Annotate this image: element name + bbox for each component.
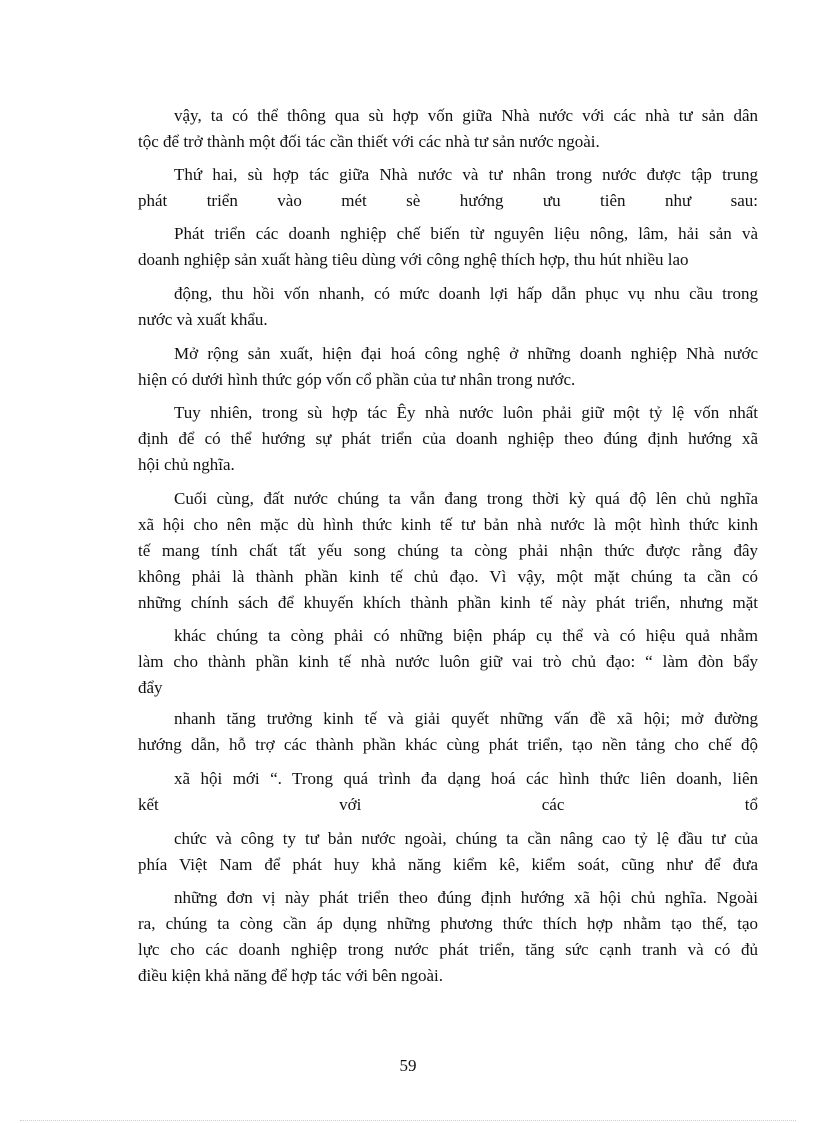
page-bottom-divider xyxy=(20,1120,796,1121)
paragraph-line: Thứ hai, sù hợp tác giữa Nhà nước và tư nhân trong nước được tập trung xyxy=(174,165,758,184)
paragraph-line: lực cho các doanh nghiệp trong nước phát triển, tăng sức cạnh tranh và có đủ xyxy=(138,940,758,959)
paragraph-line: đẩy xyxy=(138,678,163,697)
paragraph-line: khác chúng ta còng phải có những biện pháp cụ thể và có hiệu quả nhằm xyxy=(174,626,758,645)
paragraph-line: tộc để trở thành một đối tác cần thiết với các nhà tư sản nước ngoài. xyxy=(138,132,600,151)
paragraph-line: chức và công ty tư bản nước ngoài, chúng ta cần nâng cao tỷ lệ đầu tư của xyxy=(174,829,758,848)
paragraph xyxy=(138,162,758,214)
paragraph-line: xã hội mới “. Trong quá trình đa dạng hoá các hình thức liên doanh, liên xyxy=(174,769,758,788)
paragraph-line: phát triển vào mét sè hướng ưu tiên như sau: xyxy=(138,191,758,210)
paragraph-line: xã hội cho nên mặc dù hình thức kinh tế tư bản nhà nước là một hình thức kinh xyxy=(138,515,758,534)
paragraph-line: điều kiện khả năng để hợp tác với bên ngoài. xyxy=(138,966,444,985)
paragraph-line: hướng dẫn, hỗ trợ các thành phần khác cùng phát triển, tạo nền tảng cho chế độ xyxy=(138,735,758,754)
paragraph xyxy=(138,826,758,878)
paragraph-line: vậy, ta có thể thông qua sù hợp vốn giữa Nhà nước với các nhà tư sản dân xyxy=(174,106,758,125)
page-number: 59 xyxy=(399,1056,417,1075)
paragraph xyxy=(138,103,758,155)
paragraph-line: nước và xuất khẩu. xyxy=(138,310,268,329)
paragraph-line: những đơn vị này phát triển theo đúng định hướng xã hội chủ nghĩa. Ngoài xyxy=(174,888,758,907)
paragraph-line: Cuối cùng, đất nước chúng ta vẫn đang trong thời kỳ quá độ lên chủ nghĩa xyxy=(174,489,758,508)
paragraph xyxy=(138,221,758,273)
paragraph-line: Phát triển các doanh nghiệp chế biến từ nguyên liệu nông, lâm, hải sản và xyxy=(174,224,758,243)
paragraph-line: kết với các tổ xyxy=(138,795,758,814)
paragraph xyxy=(138,486,758,616)
paragraph xyxy=(138,706,758,758)
paragraph-line: làm cho thành phần kinh tế nhà nước luôn giữ vai trò chủ đạo: “ làm đòn bẩy xyxy=(138,652,758,671)
paragraph xyxy=(138,341,758,393)
paragraph-line: động, thu hồi vốn nhanh, có mức doanh lợi hấp dẫn phục vụ nhu cầu trong xyxy=(174,284,758,303)
paragraph xyxy=(138,766,758,818)
paragraph-line: ra, chúng ta còng cần áp dụng những phương thức thích hợp nhằm tạo thế, tạo xyxy=(138,914,758,933)
paragraph-line: không phải là thành phần kinh tế chủ đạo. Vì vậy, một mặt chúng ta cần có xyxy=(138,567,758,586)
paragraph-line: phía Việt Nam để phát huy khả năng kiểm kê, kiểm soát, cũng như để đưa xyxy=(138,855,758,874)
paragraph xyxy=(138,885,758,989)
paragraph-line: hiện có dưới hình thức góp vốn cổ phần của tư nhân trong nước. xyxy=(138,370,576,389)
paragraph-line: Tuy nhiên, trong sù hợp tác Êy nhà nước luôn phải giữ một tỷ lệ vốn nhất xyxy=(174,403,758,422)
paragraph-line: tế mang tính chất tất yếu song chúng ta còng phải nhận thức được rằng đây xyxy=(138,541,758,560)
paragraph-line: định để có thể hướng sự phát triển của doanh nghiệp theo đúng định hướng xã xyxy=(138,429,758,448)
paragraph xyxy=(138,623,758,701)
paragraph-line: nhanh tăng trưởng kinh tế và giải quyết những vấn đề xã hội; mở đường xyxy=(174,709,758,728)
paragraph-line: doanh nghiệp sản xuất hàng tiêu dùng với công nghệ thích hợp, thu hút nhiều lao xyxy=(138,250,689,269)
paragraph-line: hội chủ nghĩa. xyxy=(138,455,235,474)
paragraph xyxy=(138,281,758,333)
paragraph-line: những chính sách để khuyến khích thành phần kinh tế này phát triển, nhưng mặt xyxy=(138,593,758,612)
paragraph xyxy=(138,400,758,478)
paragraph-line: Mở rộng sản xuất, hiện đại hoá công nghệ ở những doanh nghiệp Nhà nước xyxy=(174,344,758,363)
